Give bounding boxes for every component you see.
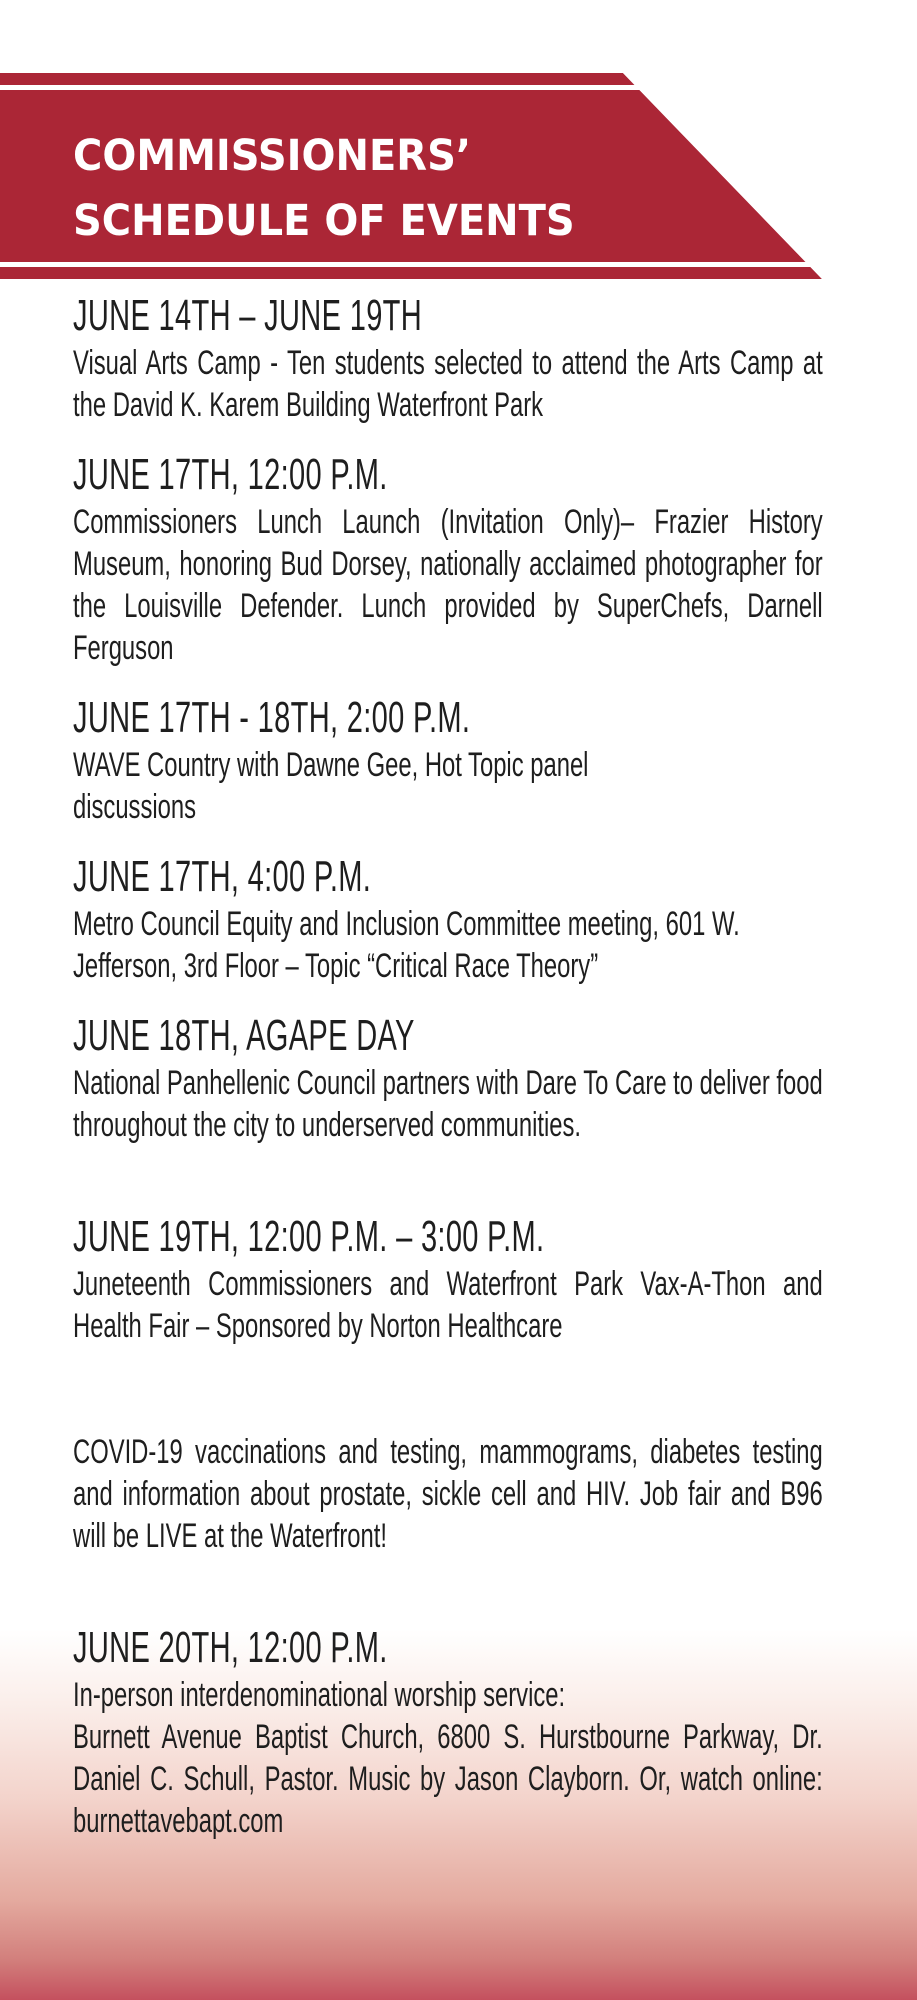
- event-description: WAVE Country with Dawne Gee, Hot Topic panel discussions: [73, 746, 589, 826]
- page-title: [73, 124, 575, 254]
- event-june-17-18-wave: [73, 692, 823, 828]
- event-heading: JUNE 14TH – JUNE 19TH: [73, 291, 423, 340]
- event-heading: JUNE 17TH - 18TH, 2:00 P.M.: [73, 693, 471, 742]
- event-heading: JUNE 17TH, 12:00 P.M.: [73, 450, 388, 499]
- event-description: Commissioners Lunch Launch (Invitation Only)– Frazier History Museum, honoring Bud Dorsey, nationally acclaimed photographer for the Louisville Defender. Lunch provided by SuperChefs, Darnell Ferguson: [73, 503, 823, 667]
- event-june-20-worship: [73, 1622, 823, 1842]
- title-line-1: COMMISSIONERS’: [73, 131, 472, 181]
- event-june-14: [73, 290, 823, 426]
- event-june-18-agape-day: [73, 1010, 823, 1188]
- event-details: Burnett Avenue Baptist Church, 6800 S. Hurstbourne Parkway, Dr. Daniel C. Schull, Pastor. Music by Jason Clayborn. Or, watch online: burnettavebapt.com: [73, 1718, 823, 1840]
- event-description: Juneteenth Commissioners and Waterfront Park Vax-A-Thon and Health Fair – Sponsored by Norton Healthcare: [73, 1265, 823, 1345]
- event-june-17-lunch: [73, 449, 823, 669]
- event-heading: JUNE 20TH, 12:00 P.M.: [73, 1623, 388, 1672]
- events-list: [73, 290, 823, 1865]
- event-description: In-person interdenominational worship service:: [73, 1676, 566, 1714]
- header-banner: [0, 0, 917, 290]
- event-heading: JUNE 18TH, AGAPE DAY: [73, 1011, 415, 1060]
- event-description: Metro Council Equity and Inclusion Committee meeting, 601 W. Jefferson, 3rd Floor – Topic “Critical Race Theory”: [73, 905, 740, 985]
- event-june-19-juneteenth: [73, 1211, 823, 1599]
- event-description: National Panhellenic Council partners with Dare To Care to deliver food throughout the city to underserved communities.: [73, 1064, 823, 1144]
- event-heading: JUNE 19TH, 12:00 P.M. – 3:00 P.M.: [73, 1212, 545, 1261]
- event-description: Visual Arts Camp - Ten students selected to attend the Arts Camp at the David K. Karem Building Waterfront Park: [73, 344, 823, 424]
- event-heading: JUNE 17TH, 4:00 P.M.: [73, 852, 372, 901]
- event-june-17-metro-council: [73, 851, 823, 987]
- title-line-2: SCHEDULE OF EVENTS: [73, 196, 575, 246]
- event-details: COVID-19 vaccinations and testing, mammograms, diabetes testing and information about prostate, sickle cell and HIV. Job fair and B96 will be LIVE at the Waterfront!: [73, 1433, 823, 1555]
